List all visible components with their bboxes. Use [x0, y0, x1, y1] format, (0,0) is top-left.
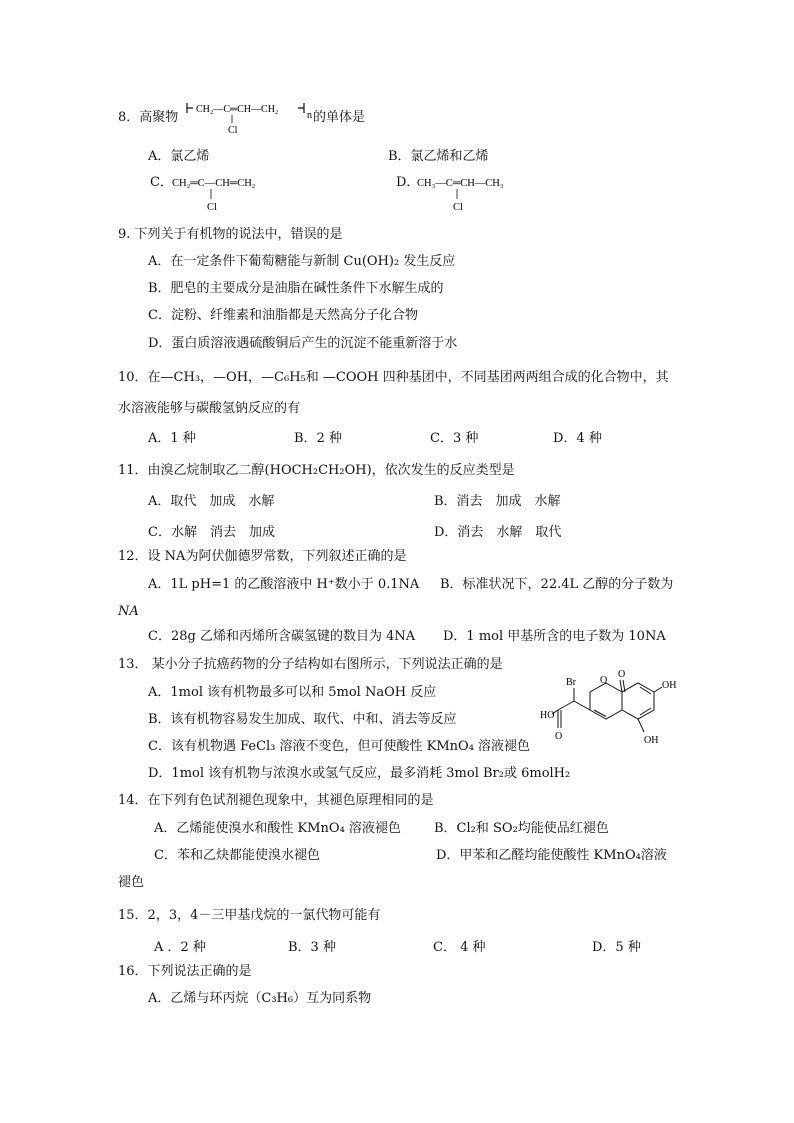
q14-option-d-line2: 褪色: [118, 875, 145, 890]
q12-option-b-line1: B．标准状况下，22.4L 乙醇的分子数为: [440, 577, 674, 592]
q15-option-b: B．3 种: [288, 940, 336, 955]
q9-option-a: A．在一定条件下葡萄糖能与新制 Cu(OH)₂ 发生反应: [148, 254, 456, 269]
q8-right-bracket: [298, 103, 304, 113]
q14-stem: 14．在下列有色试剂褪色现象中，其褪色原理相同的是: [118, 793, 434, 808]
q13-molecule-structure: [536, 666, 696, 758]
q13-option-c: C．该有机物遇 FeCl₃ 溶液不变色，但可使酸性 KMnO₄ 溶液褪色: [148, 739, 531, 754]
q13-label-o-top: O: [618, 669, 626, 680]
q8-stem: 8．高聚物: [118, 110, 179, 125]
q12-option-a: A．1L pH=1 的乙酸溶液中 H⁺数小于 0.1NA: [148, 577, 420, 592]
q13-label-oh-bottom: OH: [644, 735, 659, 746]
q15-stem: 15．2，3，4－三甲基戊烷的一氯代物可能有: [118, 908, 381, 923]
q8-polymer-n: n: [307, 110, 312, 121]
q11-option-c: C．水解 消去 加成: [148, 525, 275, 540]
q13-stem: 13． 某小分子抗癌药物的分子结构如右图所示，下列说法正确的是: [118, 657, 503, 672]
q13-label-o-acid: O: [555, 731, 563, 742]
q10-option-b: B．2 种: [294, 431, 342, 446]
q12-option-c: C．28g 乙烯和丙烯所含碳氢键的数目为 4NA: [148, 629, 416, 644]
q8-option-c-structure: [170, 172, 290, 216]
q9-stem: 9. 下列关于有机物的说法中，错误的是: [118, 227, 343, 242]
q14-option-b: B．Cl₂和 SO₂均能使品红褪色: [434, 821, 609, 836]
q13-label-o-ring: O: [600, 675, 608, 686]
q16-stem: 16．下列说法正确的是: [118, 964, 252, 979]
q8-polymer-cl: Cl: [228, 125, 238, 136]
q13-label-br: Br: [566, 677, 576, 688]
q16-option-a: A．乙烯与环丙烷（C₃H₆）互为同系物: [148, 991, 372, 1006]
q9-option-d: D．蛋白质溶液遇硫酸铜后产生的沉淀不能重新溶于水: [148, 336, 458, 351]
q11-option-a: A．取代 加成 水解: [148, 494, 275, 509]
q8-polymer-structure: [182, 98, 318, 140]
q8-polymer-formula: CH₂—C═CH—CH₂: [196, 104, 279, 115]
q8-option-b: B．氯乙烯和乙烯: [388, 149, 489, 164]
q10-stem-line1: 10．在—CH₃，—OH，—C₆H₅和 —COOH 四种基团中，不同基团两两组合成的化合物中，其: [118, 370, 669, 385]
q13-option-a: A．1mol 该有机物最多可以和 5mol NaOH 反应: [148, 685, 437, 700]
q12-stem: 12．设 NA为阿伏伽德罗常数，下列叙述正确的是: [118, 549, 407, 564]
q10-option-a: A．1 种: [148, 431, 196, 446]
q8-option-d-formula: CH₃—C═CH—CH₃: [417, 178, 504, 189]
q11-stem: 11．由溴乙烷制取乙二醇(HOCH₂CH₂OH)，依次发生的反应类型是: [118, 463, 515, 478]
q10-stem-line2: 水溶液能够与碳酸氢钠反应的有: [118, 401, 301, 416]
q13-option-b: B．该有机物容易发生加成、取代、中和、消去等反应: [148, 712, 457, 727]
q8-option-d-label: D．: [396, 175, 420, 190]
q8-option-a: A．氯乙烯: [148, 149, 210, 164]
q15-option-d: D．5 种: [592, 940, 641, 955]
q8-option-d-structure: [415, 172, 535, 216]
q8-option-c-label: C．: [150, 175, 173, 190]
q12-option-b-line2: NA: [118, 604, 139, 619]
q12-option-d: D．1 mol 甲基所含的电子数为 10NA: [443, 629, 666, 644]
q11-option-d: D．消去 水解 取代: [434, 525, 562, 540]
q15-option-a: A ．2 种: [154, 940, 206, 955]
q10-option-d: D．4 种: [553, 431, 602, 446]
q14-option-c: C．苯和乙炔都能使溴水褪色: [154, 848, 320, 863]
q8-option-c-cl: Cl: [207, 202, 217, 213]
q11-option-b: B．消去 加成 水解: [434, 494, 561, 509]
q9-option-b: B．肥皂的主要成分是油脂在碱性条件下水解生成的: [148, 281, 444, 296]
q10-option-c: C．3 种: [430, 431, 479, 446]
q9-option-c: C．淀粉、纤维素和油脂都是天然高分子化合物: [148, 308, 418, 323]
q8-stem-end: 的单体是: [313, 110, 366, 125]
q13-label-ho-left: HO: [540, 710, 555, 721]
q14-option-d-line1: D．甲苯和乙醛均能使酸性 KMnO₄溶液: [436, 848, 667, 863]
q14-option-a: A．乙烯能使溴水和酸性 KMnO₄ 溶液褪色: [154, 821, 401, 836]
q8-option-d-cl: Cl: [453, 202, 463, 213]
q15-option-c: C． 4 种: [433, 940, 486, 955]
q13-label-oh-top: OH: [662, 680, 677, 691]
q13-option-d: D．1mol 该有机物与浓溴水或氢气反应，最多消耗 3mol Br₂或 6molH₂: [148, 766, 571, 781]
q8-left-bracket: [187, 103, 193, 113]
q8-option-c-formula: CH₂═C—CH═CH₂: [172, 178, 256, 189]
